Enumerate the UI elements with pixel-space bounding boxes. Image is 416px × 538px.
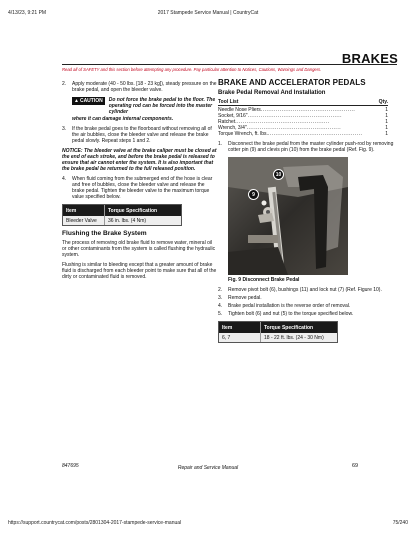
footer-manual-name: Repair and Service Manual [177,465,239,471]
step-text: When fluid coming from the submerged end of the hose is clear and free of bubbles, close the bleeder valve and release the brake pedal. Tighten the bleeder valve to the maximum torque value specified below. [72,176,213,200]
caution-continuation: where it can damage internal components. [72,116,174,122]
pedal-torque-table [218,321,338,343]
print-url: https://support.countrycat.com/posts/2801304-2017-stampede-service-manual [8,520,182,526]
bleeder-torque-table [62,204,182,226]
print-datetime: 4/13/23, 9:21 PM [8,10,47,16]
flush-paragraph-2: Flushing is similar to bleeding except that a greater amount of brake fluid is discharged from each bleeder point to make sure that all of the dirty or contaminated fluid is removed. [62,262,217,280]
tool-list-label: Tool List [218,99,239,105]
removal-subheading: Brake Pedal Removal And Installation [218,90,326,96]
caution-label: CAUTION [79,98,103,104]
notice-text: NOTICE: The bleeder valve at the brake caliper must be closed at the end of each stroke, and before the brake pedal is released to ensure that air cannot enter the system. It is also important that the brake pedal be returned to the full released position. [62,148,217,172]
table-col-item: Item [63,205,105,216]
table-col-item: Item [219,322,261,333]
tool-list [218,107,398,137]
step-number: 3. [218,295,223,301]
step-number: 2. [62,81,67,87]
tool-qty: 1 [385,125,388,131]
figure-caption: Fig. 9 Disconnect Brake Pedal [228,277,300,283]
print-title: 2017 Stampede Service Manual | CountryCat [157,10,259,16]
table-cell-item: 6, 7 [219,333,261,342]
table-row [219,333,337,342]
callout-9: 9 [248,189,259,200]
leader-dots: .................................................. [235,119,330,125]
tool-name: Socket, 9/16" [218,113,248,119]
flush-heading: Flushing the Brake System [62,230,147,237]
step-1 [218,141,398,153]
header-rule [62,64,397,65]
flush-paragraph-1: The process of removing old brake fluid to remove water, mineral oil or other contaminants from the system is called flushing the hydraulic system. [62,240,216,258]
leader-dots: .................................................. [246,125,342,131]
table-header [63,205,181,216]
right-column [218,80,398,348]
table-header [219,322,337,333]
step-number: 5. [218,311,223,317]
table-col-torque: Torque Specification [264,324,314,331]
left-column [62,81,217,280]
tool-list-header [218,99,388,106]
section-title: BRAKES [341,51,398,66]
brake-pedal-photo-illustration [228,157,348,275]
step-text: Remove pivot bolt (6), bushings (11) and lock nut (7) (Ref. Figure 10). [228,287,382,293]
step-5 [218,311,398,317]
step-2 [218,287,398,293]
tool-name: Needle Nose Pliers [218,107,261,113]
print-page-count: 75/240 [392,520,408,526]
caution-badge [72,97,105,105]
pedals-heading: BRAKE AND ACCELERATOR PEDALS [218,78,366,87]
tool-qty: 1 [385,107,388,113]
warning-triangle-icon: ▲ [74,98,79,104]
step-number: 1. [218,141,223,147]
leader-dots: .................................................. [260,107,356,113]
leader-dots: .................................................. [247,113,343,119]
callout-10: 10 [273,169,284,180]
footer-doc-number: 847695 [62,463,79,469]
tool-qty: 1 [385,119,388,125]
safety-warning: Read all of SAFETY and this section before attempting any procedure. Pay particular attention to Notices, Cautions, Warnings and Dangers. [62,67,322,72]
tool-name: Torque Wrench, ft. lbs. [218,131,268,137]
footer-page-number: 69 [352,463,359,469]
caution-text: Do not force the brake pedal to the floor. The operating rod can be forced into the master cylinder [108,97,216,115]
table-cell-torque: 18 - 22 ft. lbs. (24 - 30 Nm) [264,334,324,341]
step-4 [62,176,217,200]
table-col-torque: Torque Specification [108,207,158,214]
step-text: Tighten bolt (6) and nut (5) to the torque specified below. [228,311,354,317]
step-number: 3. [62,126,67,132]
step-text: If the brake pedal goes to the floorboard without removing all of the air bubbles, close the bleeder valve and release the brake pedal slowly. Repeat steps 1 and 2. [72,126,212,144]
table-row [63,216,181,225]
leader-dots: .................................................. [267,131,363,137]
qty-label: Qty. [378,99,388,105]
step-2 [62,81,217,93]
step-number: 2. [218,287,223,293]
step-text: Remove pedal. [228,295,262,301]
step-3 [218,295,398,301]
tool-name: Ratchet [218,119,236,125]
step-text: Brake pedal installation is the reverse order of removal. [228,303,351,309]
brake-pedal-photo [228,157,348,275]
step-number: 4. [62,176,67,182]
step-text: Apply moderate (40 - 50 lbs. [18 - 23 kg]), steady pressure on the brake pedal, and open the bleeder valve. [72,81,217,93]
step-number: 4. [218,303,223,309]
tool-row [218,131,388,137]
step-4 [218,303,398,309]
tool-name: Wrench, 3/4" [218,125,247,131]
table-cell-item: Bleeder Valve [63,216,105,225]
tool-qty: 1 [385,113,388,119]
step-3 [62,126,217,144]
caution-block [72,97,217,115]
table-cell-torque: 36 in. lbs. (4 Nm) [108,217,147,224]
step-text: Disconnect the brake pedal from the master cylinder push-rod by removing cotter pin (9) and clevis pin (10) from the brake pedal (Ref. Fig. 9). [228,141,394,153]
tool-qty: 1 [385,131,388,137]
